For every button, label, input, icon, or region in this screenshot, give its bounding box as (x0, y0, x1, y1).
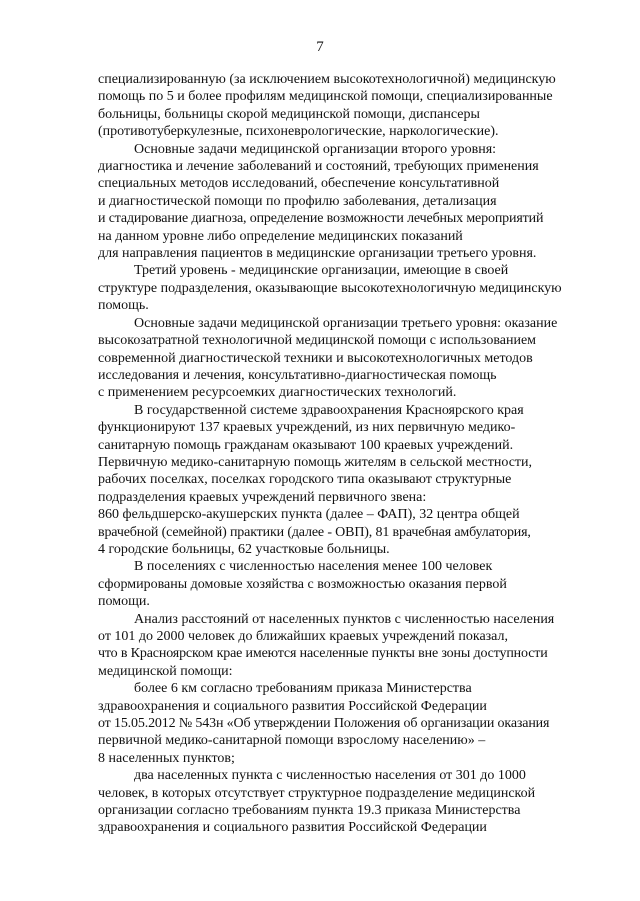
text-line: сформированы домовые хозяйства с возможностью оказания первой (98, 576, 507, 592)
text-line: 860 фельдшерско-акушерских пункта (далее – ФАП), 32 центра общей (98, 507, 520, 523)
paragraph-two-settlements (98, 767, 601, 837)
text-line: и стадирование диагноза, определение возможности лечебных мероприятий (98, 211, 544, 227)
text-line: специальных методов исследований, обеспечение консультативной (98, 176, 500, 192)
text-line: Анализ расстояний от населенных пунктов с численностью населения (134, 611, 555, 627)
text-line: врачебной (семейной) практики (далее - ОВП), 81 врачебная амбулатория, (98, 524, 531, 540)
text-line: больницы, больницы скорой медицинской помощи, диспансеры (98, 106, 480, 122)
text-line: первичной медико-санитарной помощи взрослому населению» – (98, 733, 486, 749)
paragraph-small-settlements (98, 558, 601, 610)
text-line: и диагностической помощи по профилю заболевания, детализация (98, 193, 497, 209)
text-line: Основные задачи медицинской организации второго уровня: (134, 141, 497, 157)
paragraph-state-system (98, 402, 601, 559)
text-line: на данном уровне либо определение медицинских показаний (98, 228, 463, 244)
text-line: здравоохранения и социального развития Российской Федерации (98, 698, 487, 714)
text-line: более 6 км согласно требованиям приказа Министерства (134, 681, 472, 697)
text-line: исследования и лечения, консультативно-диагностическая помощь (98, 367, 497, 383)
text-line: 4 городские больницы, 62 участковые больницы. (98, 541, 390, 557)
text-line: здравоохранения и социального развития Российской Федерации (98, 820, 487, 836)
paragraph-third-level-tasks (98, 315, 601, 402)
text-line: специализированную (за исключением высокотехнологичной) медицинскую (98, 72, 556, 87)
text-line: санитарную помощь гражданам оказывают 100 краевых учреждений. (98, 437, 514, 453)
text-line: структуре подразделения, оказывающие высокотехнологичную медицинскую (98, 280, 562, 296)
page-number: 7 (316, 39, 324, 55)
text-line: помощь. (98, 298, 149, 314)
paragraph-second-level-tasks (98, 141, 601, 263)
paragraph-distance-item (98, 680, 601, 767)
text-line: подразделения краевых учреждений первичного звена: (98, 489, 427, 505)
paragraph-distance-analysis (98, 611, 601, 681)
document-body (98, 71, 601, 837)
text-line: от 15.05.2012 № 543н «Об утверждении Положения об организации оказания (98, 716, 550, 732)
text-line: от 101 до 2000 человек до ближайших краевых учреждений показал, (98, 629, 509, 644)
text-line: для направления пациентов в медицинские организации третьего уровня. (98, 246, 537, 262)
text-line: высокозатратной технологичной медицинской помощи с использованием (98, 333, 537, 349)
paragraph-third-level (98, 262, 601, 314)
text-line: человек, в которых отсутствует структурное подразделение медицинской (98, 785, 536, 801)
text-line: организации согласно требованиям пункта 19.3 приказа Министерства (98, 803, 521, 819)
text-line: Первичную медико-санитарную помощь жителям в сельской местности, (98, 454, 533, 470)
text-line: с применением ресурсоемких диагностических технологий. (98, 385, 457, 401)
text-line: В государственной системе здравоохранения Красноярского края (134, 402, 524, 418)
text-line: (противотуберкулезные, психоневрологические, наркологические). (98, 124, 499, 140)
paragraph-specialized-care (98, 71, 601, 141)
text-line: рабочих поселках, поселках городского типа оказывают структурные (98, 472, 512, 488)
text-line: помощь по 5 и более профилям медицинской помощи, специализированные (98, 89, 553, 105)
text-line: 8 населенных пунктов; (98, 750, 235, 766)
text-line: медицинской помощи: (98, 663, 233, 679)
text-line: Третий уровень - медицинские организации, имеющие в своей (134, 263, 509, 279)
text-line: современной диагностической техники и высокотехнологичных методов (98, 350, 533, 366)
text-line: В поселениях с численностью населения менее 100 человек (134, 559, 493, 575)
text-line: что в Красноярском крае имеются населенные пункты вне зоны доступности (98, 646, 548, 662)
text-line: помощи. (98, 594, 150, 610)
text-line: функционируют 137 краевых учреждений, из них первичную медико- (98, 420, 516, 436)
text-line: два населенных пункта с численностью населения от 301 до 1000 (134, 768, 526, 784)
text-line: диагностика и лечение заболеваний и состояний, требующих применения (98, 159, 539, 175)
text-line: Основные задачи медицинской организации третьего уровня: оказание (134, 315, 558, 331)
